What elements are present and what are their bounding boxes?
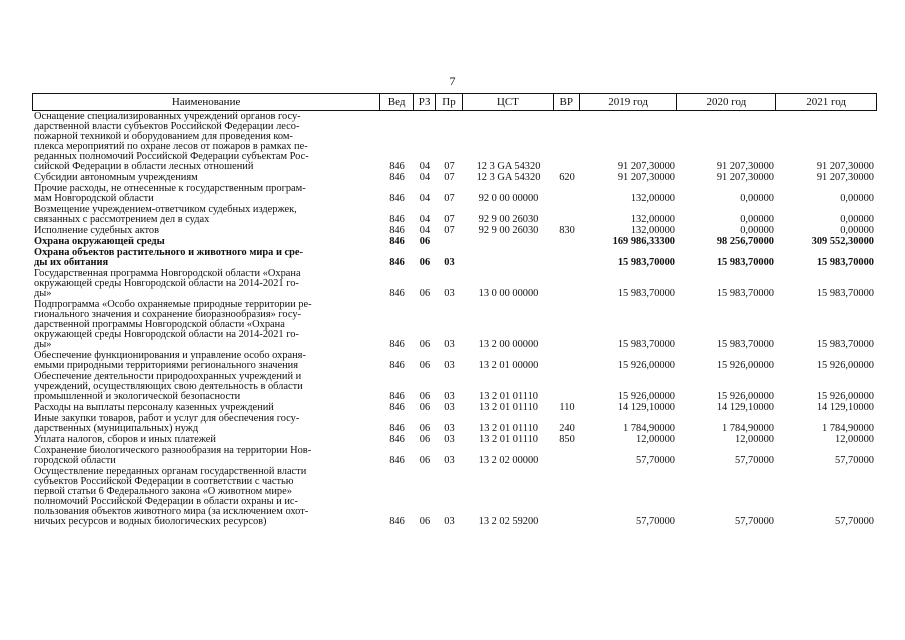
cell-cst: 92 9 00 26030 (478, 214, 539, 225)
cell-rz: 04 (419, 193, 431, 204)
cell-rz: 06 (419, 257, 431, 268)
cell-rz: 06 (419, 402, 431, 413)
cell-ved: 846 (389, 225, 405, 236)
cell-name: Подпрограмма «Особо охраняемые природные территории ре- гионального значения и сохранение биоразнообразия» госу- дарственной программы Новгородской области «Охрана окружающей среды Новгородской области на 2014-2021 го- ды» (34, 299, 312, 350)
cell-pr: 03 (444, 434, 455, 445)
table-row (32, 268, 877, 299)
cell-y2020: 91 207,30000 (716, 161, 774, 172)
cell-y2020: 15 983,70000 (716, 288, 774, 299)
cell-ved: 846 (389, 193, 405, 204)
cell-ved: 846 (389, 455, 405, 466)
cell-name: Исполнение судебных актов (34, 225, 159, 236)
cell-ved: 846 (389, 172, 405, 183)
cell-cst: 13 2 01 01110 (479, 423, 538, 434)
cell-pr: 03 (444, 339, 455, 350)
table-row (32, 247, 877, 268)
cell-rz: 04 (419, 225, 431, 236)
cell-y2020: 15 926,00000 (716, 360, 774, 371)
cell-rz: 06 (419, 516, 431, 527)
cell-rz: 06 (419, 391, 431, 402)
cell-y2020: 1 784,90000 (722, 423, 774, 434)
cell-rz: 06 (419, 360, 431, 371)
cell-y2021: 91 207,30000 (816, 172, 874, 183)
cell-name: Обеспечение деятельности природоохранных учреждений и учреждений, осуществляющих свою деятельность в области промышленной и экологической безопасности (34, 371, 303, 402)
cell-y2019: 15 983,70000 (617, 288, 675, 299)
cell-cst: 92 9 00 26030 (478, 225, 539, 236)
cell-y2019: 169 986,33300 (612, 236, 675, 247)
cell-y2019: 14 129,10000 (617, 402, 675, 413)
cell-cst: 13 2 01 01110 (479, 402, 538, 413)
cell-y2019: 15 983,70000 (617, 257, 675, 268)
cell-y2019: 15 983,70000 (617, 339, 675, 350)
cell-y2020: 15 983,70000 (716, 257, 774, 268)
cell-name: Охрана объектов растительного и животного мира и сре- ды их обитания (34, 247, 304, 268)
budget-table (32, 93, 877, 527)
cell-y2020: 98 256,70000 (716, 236, 774, 247)
header-pr: Пр (436, 94, 463, 110)
cell-pr: 07 (444, 193, 455, 204)
cell-name: Осуществление переданных органам государственной власти субъектов Российской Федерации в соответствии с частью первой статьи 6 Федерального закона «О животном мире» полномочий Российской Федерации в области охраны и ис- пользования объектов животного мира (за исключением охот- ничьих ресурсов и водных биологических ресурсов) (34, 466, 309, 527)
cell-y2020: 15 983,70000 (716, 339, 774, 350)
cell-y2019: 12,00000 (636, 434, 675, 445)
cell-pr: 03 (444, 455, 455, 466)
cell-y2019: 91 207,30000 (617, 161, 675, 172)
cell-y2020: 14 129,10000 (716, 402, 774, 413)
cell-pr: 03 (444, 423, 455, 434)
cell-pr: 03 (444, 257, 455, 268)
cell-ved: 846 (389, 161, 405, 172)
table-row (32, 225, 877, 236)
cell-cst: 13 0 00 00000 (478, 288, 539, 299)
cell-rz: 06 (419, 423, 431, 434)
cell-name: Сохранение биологического разнообразия на территории Нов- городской области (34, 445, 312, 466)
cell-ved: 846 (389, 423, 405, 434)
cell-y2021: 15 926,00000 (816, 360, 874, 371)
cell-name: Субсидии автономным учреждениям (34, 172, 198, 183)
cell-rz: 06 (419, 339, 431, 350)
cell-name: Возмещение учреждением-ответчиком судебных издержек, связанных с рассмотрением дел в судах (34, 204, 297, 225)
cell-y2021: 309 552,30000 (811, 236, 874, 247)
cell-rz: 06 (419, 434, 431, 445)
cell-y2019: 1 784,90000 (623, 423, 675, 434)
cell-y2020: 91 207,30000 (716, 172, 774, 183)
cell-y2019: 57,70000 (636, 516, 675, 527)
cell-cst: 12 3 GA 54320 (476, 172, 541, 183)
cell-name: Иные закупки товаров, работ и услуг для обеспечения госу- дарственных (муниципальных) нужд (34, 413, 300, 434)
table-row (32, 413, 877, 434)
cell-y2021: 57,70000 (835, 455, 874, 466)
cell-y2020: 0,00000 (740, 193, 774, 204)
header-name: Наименование (33, 94, 380, 110)
cell-y2021: 0,00000 (840, 193, 874, 204)
cell-y2021: 12,00000 (835, 434, 874, 445)
cell-cst: 13 2 01 01110 (479, 391, 538, 402)
cell-y2021: 1 784,90000 (822, 423, 874, 434)
header-vr: ВР (554, 94, 580, 110)
cell-pr: 03 (444, 391, 455, 402)
header-2019: 2019 год (580, 94, 678, 110)
cell-rz: 06 (419, 455, 431, 466)
cell-ved: 846 (389, 339, 405, 350)
cell-y2020: 15 926,00000 (716, 391, 774, 402)
table-header (32, 93, 877, 111)
cell-ved: 846 (389, 402, 405, 413)
cell-y2021: 15 926,00000 (816, 391, 874, 402)
cell-name: Государственная программа Новгородской области «Охрана окружающей среды Новгородской области на 2014-2021 го- ды» (34, 268, 301, 299)
cell-y2020: 57,70000 (735, 455, 774, 466)
cell-cst: 13 2 02 59200 (478, 516, 539, 527)
header-rz: РЗ (414, 94, 436, 110)
cell-vr: 850 (559, 434, 575, 445)
cell-y2019: 132,00000 (630, 193, 675, 204)
table-row (32, 204, 877, 225)
cell-pr: 07 (444, 214, 455, 225)
table-row (32, 371, 877, 402)
cell-ved: 846 (389, 288, 405, 299)
cell-y2021: 91 207,30000 (816, 161, 874, 172)
cell-rz: 04 (419, 172, 431, 183)
page-number: 7 (449, 74, 456, 88)
table-row (32, 183, 877, 204)
cell-y2021: 0,00000 (840, 214, 874, 225)
cell-pr: 03 (444, 288, 455, 299)
cell-rz: 04 (419, 214, 431, 225)
cell-name: Оснащение специализированных учреждений органов госу- дарственной власти субъектов Российской Федерации лесо- пожарной техникой и оборудованием для проведения ком- плекса мероприятий по охране лесов от пожаров в рамках пе- реданных полномочий Российской Федерации субъектам Рос- сийской Федерации в области лесных отношений (34, 111, 309, 172)
cell-vr: 620 (559, 172, 575, 183)
cell-cst: 13 2 01 01110 (479, 434, 538, 445)
cell-y2021: 15 983,70000 (816, 339, 874, 350)
table-row (32, 466, 877, 527)
cell-name: Уплата налогов, сборов и иных платежей (34, 434, 216, 445)
cell-y2020: 0,00000 (740, 214, 774, 225)
cell-rz: 06 (419, 236, 431, 247)
cell-name: Прочие расходы, не отнесенные к государственным програм- мам Новгородской области (34, 183, 306, 204)
header-ved: Вед (380, 94, 414, 110)
cell-cst: 13 2 01 00000 (478, 360, 539, 371)
cell-ved: 846 (389, 257, 405, 268)
cell-y2020: 0,00000 (740, 225, 774, 236)
cell-y2021: 15 983,70000 (816, 288, 874, 299)
table-row (32, 445, 877, 466)
table-body (32, 111, 877, 527)
cell-pr: 07 (444, 161, 455, 172)
table-row (32, 402, 877, 413)
cell-y2021: 57,70000 (835, 516, 874, 527)
cell-y2021: 14 129,10000 (816, 402, 874, 413)
table-row (32, 172, 877, 183)
cell-cst: 12 3 GA 54320 (476, 161, 541, 172)
cell-cst: 13 2 00 00000 (478, 339, 539, 350)
cell-pr: 07 (444, 172, 455, 183)
cell-pr: 03 (444, 360, 455, 371)
table-row (32, 350, 877, 371)
table-row (32, 299, 877, 350)
cell-y2019: 91 207,30000 (617, 172, 675, 183)
cell-ved: 846 (389, 516, 405, 527)
cell-y2019: 15 926,00000 (617, 391, 675, 402)
cell-cst: 13 2 02 00000 (478, 455, 539, 466)
cell-cst: 92 0 00 00000 (478, 193, 539, 204)
cell-ved: 846 (389, 236, 405, 247)
cell-vr: 240 (559, 423, 575, 434)
cell-pr: 03 (444, 402, 455, 413)
header-2020: 2020 год (677, 94, 776, 110)
cell-y2019: 132,00000 (630, 214, 675, 225)
cell-y2021: 15 983,70000 (816, 257, 874, 268)
table-row (32, 236, 877, 247)
table-row (32, 434, 877, 445)
cell-y2021: 0,00000 (840, 225, 874, 236)
table-row (32, 111, 877, 172)
cell-ved: 846 (389, 434, 405, 445)
header-cst: ЦСТ (463, 94, 554, 110)
cell-y2020: 57,70000 (735, 516, 774, 527)
cell-name: Обеспечение функционирования и управление особо охраня- емыми природными территориями регионального значения (34, 350, 306, 371)
cell-ved: 846 (389, 214, 405, 225)
header-2021: 2021 год (806, 96, 846, 108)
cell-vr: 110 (559, 402, 575, 413)
cell-vr: 830 (559, 225, 575, 236)
cell-pr: 07 (444, 225, 455, 236)
cell-name: Расходы на выплаты персоналу казенных учреждений (34, 402, 274, 413)
cell-pr: 03 (444, 516, 455, 527)
cell-y2019: 15 926,00000 (617, 360, 675, 371)
cell-y2019: 57,70000 (636, 455, 675, 466)
cell-ved: 846 (389, 391, 405, 402)
cell-y2020: 12,00000 (735, 434, 774, 445)
cell-ved: 846 (389, 360, 405, 371)
cell-rz: 04 (419, 161, 431, 172)
cell-y2019: 132,00000 (630, 225, 675, 236)
cell-name: Охрана окружающей среды (34, 236, 165, 247)
cell-rz: 06 (419, 288, 431, 299)
